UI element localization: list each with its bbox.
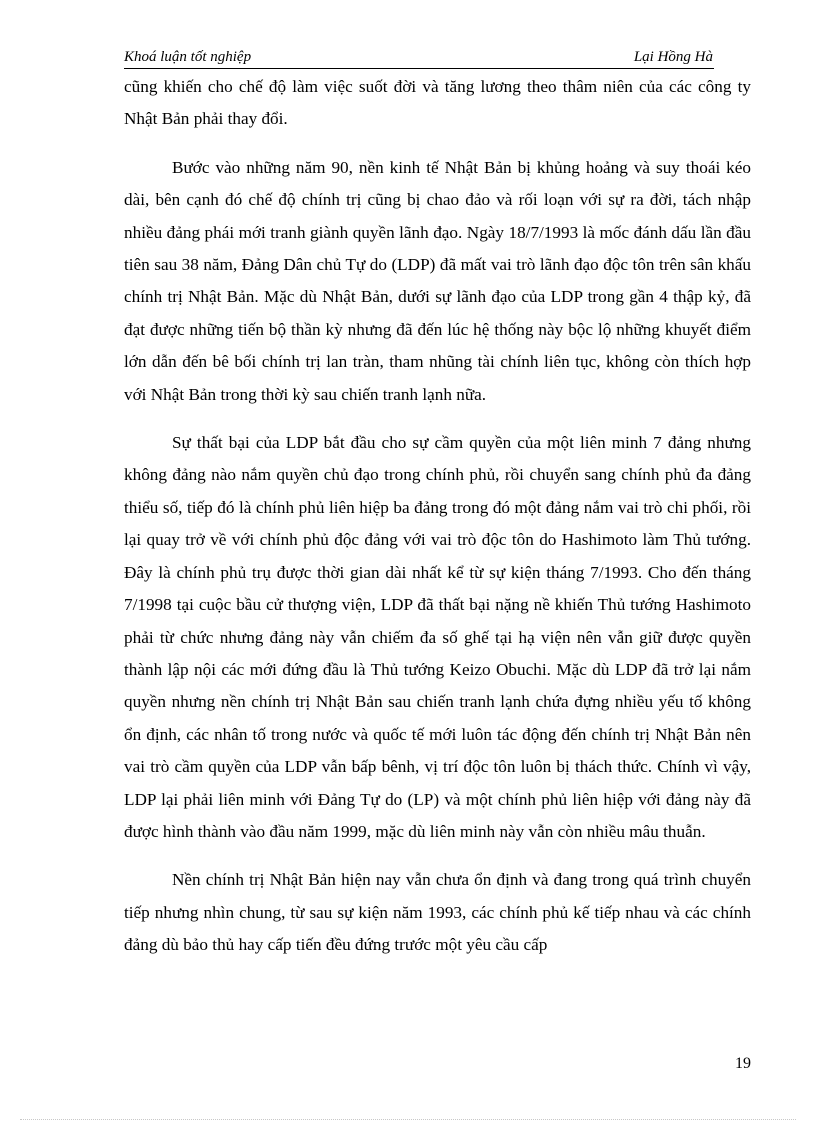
running-header xyxy=(124,48,714,69)
paragraph-ldp-coalitions: Sự thất bại của LDP bắt đầu cho sự cầm quyền của một liên minh 7 đảng nhưng không đảng nào nắm quyền chủ đạo trong chính phủ, rồi chuyển sang chính phủ đa đảng thiểu số, tiếp đó là chính phủ liên hiệp ba đảng trong đó một đảng nắm vai trò chi phối, rồi lại quay trở về với chính phủ độc đảng với vai trò độc tôn do Hashimoto làm Thủ tướng. Đây là chính phủ trụ được thời gian dài nhất kể từ sự kiện tháng 7/1993. Cho đến tháng 7/1998 tại cuộc bầu cử thượng viện, LDP đã thất bại nặng nề khiến Thủ tướng Hashimoto phải từ chức nhưng đảng này vẫn chiếm đa số ghế tại hạ viện nên vẫn giữ được quyền thành lập nội các mới đứng đầu là Thủ tướng Keizo Obuchi. Mặc dù LDP đã trở lại nắm quyền nhưng nền chính trị Nhật Bản sau chiến tranh lạnh chứa đựng nhiều yếu tố không ổn định, các nhân tố trong nước và quốc tế mới luôn tác động đến chính trị Nhật Bản nên vai trò cầm quyền của LDP vẫn bấp bênh, vị trí độc tôn luôn bị thách thức. Chính vì vậy, LDP lại phải liên minh với Đảng Tự do (LP) và một chính phủ liên hiệp với đảng này đã được hình thành vào đầu năm 1999, mặc dù liên minh này vẫn còn nhiều mâu thuẫn. xyxy=(124,433,751,841)
header-author-name: Lại Hồng Hà xyxy=(633,49,713,65)
page-number: 19 xyxy=(735,1055,751,1072)
header-thesis-label: Khoá luận tốt nghiệp xyxy=(124,49,252,65)
body-text xyxy=(124,71,751,962)
paragraph-current-politics: Nền chính trị Nhật Bản hiện nay vẫn chưa ổn định và đang trong quá trình chuyển tiếp nhưng nhìn chung, từ sau sự kiện năm 1993, các chính phủ kế tiếp nhau và các chính đảng dù bảo thủ hay cấp tiến đều đứng trước một yêu cầu cấp xyxy=(124,870,751,955)
paragraph-1990s-crisis: Bước vào những năm 90, nền kinh tế Nhật Bản bị khủng hoảng và suy thoái kéo dài, bên cạnh đó chế độ chính trị cũng bị chao đảo và rối loạn với sự ra đời, tách nhập nhiều đảng phái mới tranh giành quyền lãnh đạo. Ngày 18/7/1993 là mốc đánh dấu lần đầu tiên sau 38 năm, Đảng Dân chủ Tự do (LDP) đã mất vai trò lãnh đạo độc tôn trên sân khấu chính trị Nhật Bản. Mặc dù Nhật Bản, dưới sự lãnh đạo của LDP trong gần 4 thập kỷ, đã đạt được những tiến bộ thần kỳ nhưng đã đến lúc hệ thống này bộc lộ những khuyết điểm lớn dẫn đến bê bối chính trị lan tràn, tham nhũng tài chính liên tục, không còn thích hợp với Nhật Bản trong thời kỳ sau chiến tranh lạnh nữa. xyxy=(124,157,751,404)
paragraph-continued: cũng khiến cho chế độ làm việc suốt đời và tăng lương theo thâm niên của các công ty Nhật Bản phải thay đổi. xyxy=(124,77,751,129)
page-bottom-edge xyxy=(20,1119,796,1120)
